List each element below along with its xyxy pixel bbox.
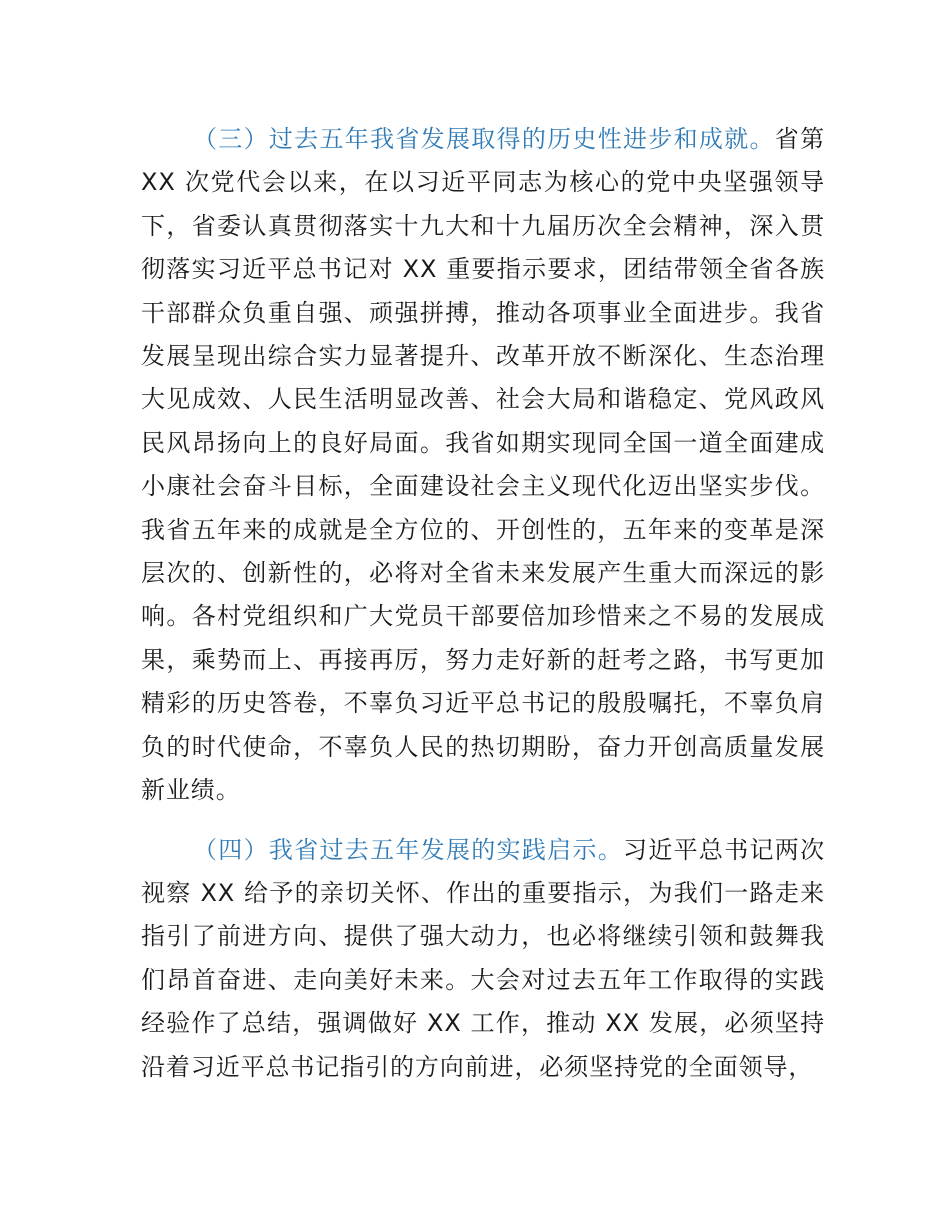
paragraph-3 <box>141 118 825 813</box>
paragraph-body-3: 省第 XX 次党代会以来，在以习近平同志为核心的党中央坚强领导下，省委认真贯彻落实十九大和十九届历次全会精神，深入贯彻落实习近平总书记对 XX 重要指示要求，团结带领全省各族干部群众负重自强、顽强拼搏，推动各项事业全面进步。我省发展呈现出综合实力显著提升、改革开放不断深化、生态治理大见成效、人民生活明显改善、社会大局和谐稳定、党风政风民风昂扬向上的良好局面。我省如期实现同全国一道全面建成小康社会奋斗目标，全面建设社会主义现代化迈出坚实步伐。我省五年来的成就是全方位的、开创性的，五年来的变革是深层次的、创新性的，必将对全省未来发展产生重大而深远的影响。各村党组织和广大党员干部要倍加珍惜来之不易的发展成果，乘势而上、再接再厉，努力走好新的赶考之路，书写更加精彩的历史答卷，不辜负习近平总书记的殷殷嘱托，不辜负肩负的时代使命，不辜负人民的热切期盼，奋力开创高质量发展新业绩。 <box>141 125 825 805</box>
paragraph-4 <box>141 829 825 1089</box>
section-heading-3: （三）过去五年我省发展取得的历史性进步和成就。 <box>193 125 775 153</box>
section-heading-4: （四）我省过去五年发展的实践启示。 <box>193 835 624 864</box>
document-body <box>141 118 825 1089</box>
paragraph-body-4: 习近平总书记两次视察 XX 给予的亲切关怀、作出的重要指示，为我们一路走来指引了前进方向、提供了强大动力，也必将继续引领和鼓舞我们昂首奋进、走向美好未来。大会对过去五年工作取得的实践经验作了总结，强调做好 XX 工作，推动 XX 发展，必须坚持沿着习近平总书记指引的方向前进，必须坚持党的全面领导， <box>141 835 825 1081</box>
